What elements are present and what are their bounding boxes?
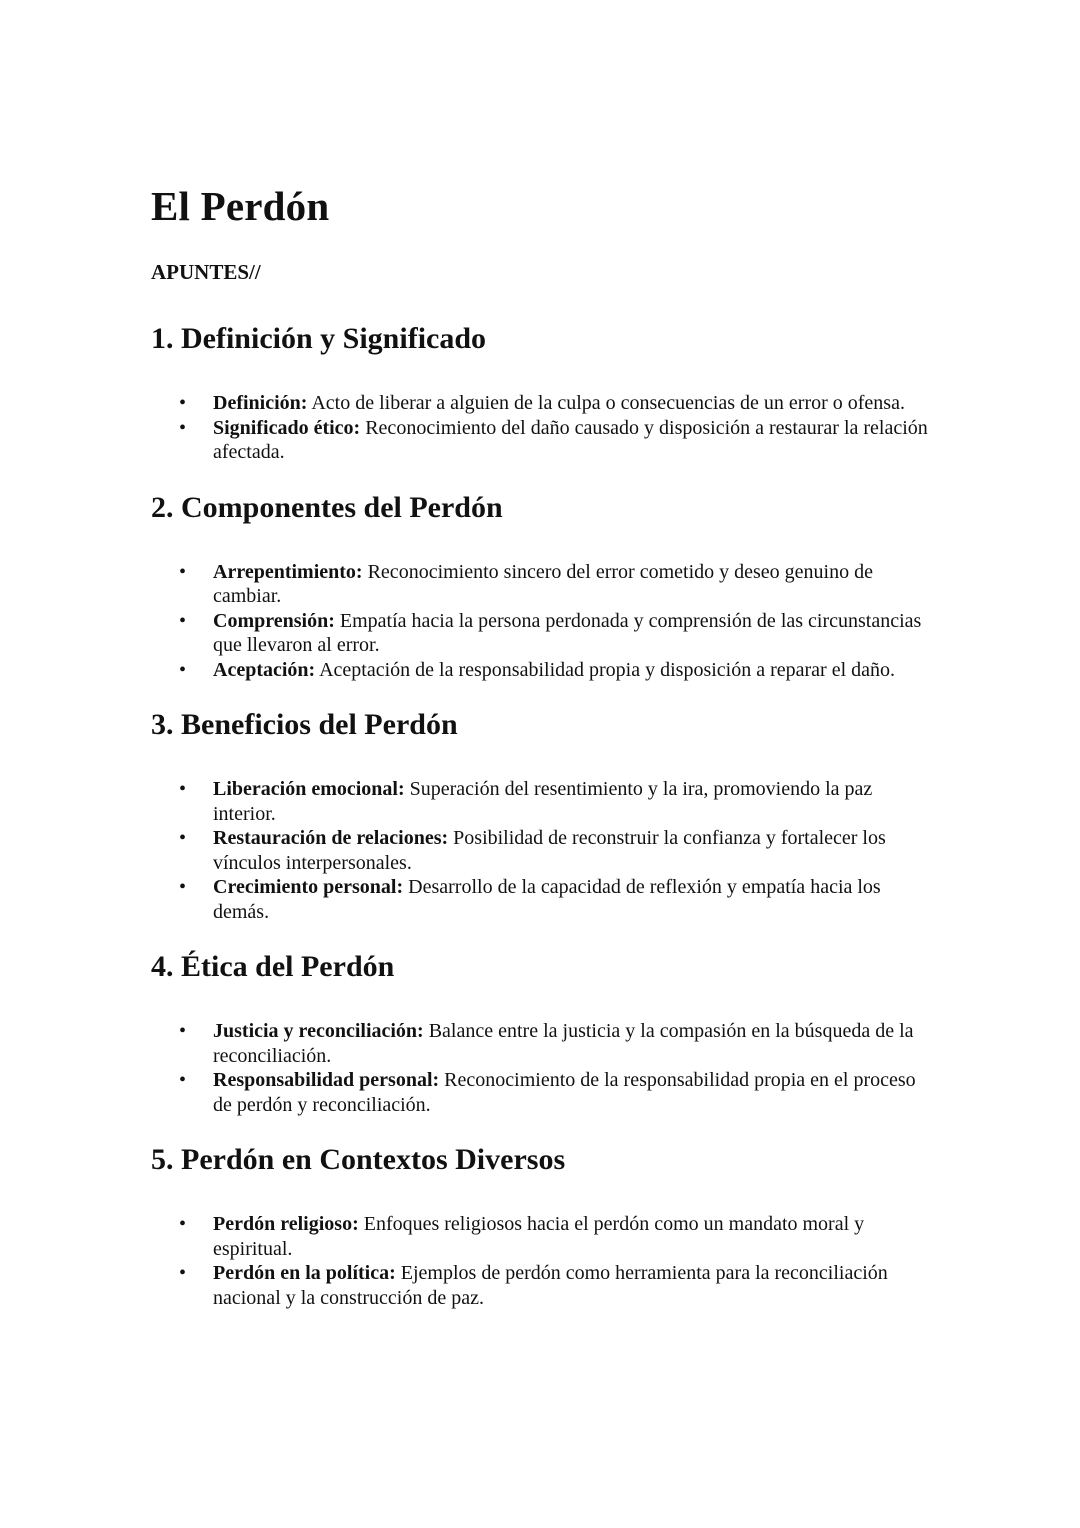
item-term: Definición: — [213, 392, 308, 414]
item-text: Reconocimiento sincero del error cometido y deseo genuino de cambiar. — [213, 560, 873, 607]
item-text: Aceptación de la responsabilidad propia y disposición a reparar el daño. — [319, 658, 896, 681]
section-heading: 5. Perdón en Contextos Diversos — [151, 1143, 566, 1176]
bullet-list — [151, 1019, 951, 1117]
bullet-icon: • — [179, 1262, 187, 1284]
list-item — [151, 391, 933, 416]
section-heading: 4. Ética del Perdón — [151, 950, 395, 983]
document-page — [151, 183, 951, 1338]
section-definicion — [151, 324, 951, 465]
section-heading: 3. Beneficios del Perdón — [151, 708, 458, 741]
section-heading: 1. Definición y Significado — [151, 322, 487, 355]
bullet-icon: • — [179, 609, 187, 632]
section-componentes — [151, 490, 951, 683]
list-item — [151, 875, 933, 924]
list-item — [151, 609, 933, 658]
bullet-icon: • — [179, 1020, 187, 1042]
item-text: Reconocimiento del daño causado y disposición a restaurar la relación afectada. — [213, 416, 928, 463]
item-text: Superación del resentimiento y la ira, promoviendo la paz interior. — [213, 778, 873, 825]
list-item — [151, 826, 933, 875]
list-item — [151, 1261, 933, 1310]
item-text: Enfoques religiosos hacia el perdón como un mandato moral y espiritual. — [213, 1213, 865, 1260]
item-text: Reconocimiento de la responsabilidad propia en el proceso de perdón y reconciliación. — [213, 1069, 916, 1116]
item-term: Perdón en la política: — [213, 1262, 396, 1284]
bullet-icon: • — [179, 416, 187, 439]
list-item — [151, 560, 933, 609]
bullet-icon: • — [179, 876, 187, 898]
section-beneficios — [151, 710, 951, 924]
item-term: Liberación emocional: — [213, 778, 405, 800]
section-etica — [151, 952, 951, 1117]
bullet-list — [151, 391, 951, 465]
item-term: Arrepentimiento: — [213, 560, 363, 583]
item-text: Ejemplos de perdón como herramienta para la reconciliación nacional y la construcción de paz. — [213, 1262, 888, 1309]
list-item — [151, 777, 933, 826]
bullet-icon: • — [179, 658, 187, 681]
bullet-icon: • — [179, 560, 187, 583]
item-text: Empatía hacia la persona perdonada y comprensión de las circunstancias que llevaron al error. — [213, 609, 922, 656]
bullet-list — [151, 1212, 951, 1310]
list-item — [151, 1068, 933, 1117]
list-item — [151, 658, 933, 683]
item-term: Aceptación: — [213, 658, 316, 681]
item-term: Significado ético: — [213, 416, 361, 439]
item-term: Justicia y reconciliación: — [213, 1020, 424, 1042]
item-text: Desarrollo de la capacidad de reflexión y empatía hacia los demás. — [213, 876, 881, 923]
bullet-icon: • — [179, 827, 187, 849]
item-term: Perdón religioso: — [213, 1213, 359, 1235]
section-heading: 2. Componentes del Perdón — [151, 490, 503, 524]
bullet-icon: • — [179, 392, 187, 414]
item-text: Acto de liberar a alguien de la culpa o consecuencias de un error o ofensa. — [311, 392, 905, 414]
bullet-icon: • — [179, 1069, 187, 1091]
item-term: Restauración de relaciones: — [213, 827, 449, 849]
item-term: Comprensión: — [213, 609, 335, 632]
item-term: Responsabilidad personal: — [213, 1069, 440, 1091]
section-contextos — [151, 1145, 951, 1310]
list-item — [151, 1212, 933, 1261]
bullet-icon: • — [179, 778, 187, 800]
bullet-icon: • — [179, 1213, 187, 1235]
list-item — [151, 416, 933, 465]
page-title: El Perdón — [151, 183, 330, 229]
bullet-list — [151, 777, 951, 924]
bullet-list — [151, 560, 951, 683]
item-text: Balance entre la justicia y la compasión en la búsqueda de la reconciliación. — [213, 1020, 914, 1067]
item-text: Posibilidad de reconstruir la confianza y fortalecer los vínculos interpersonales. — [213, 827, 886, 874]
document-subtitle: APUNTES// — [151, 260, 261, 284]
item-term: Crecimiento personal: — [213, 876, 404, 898]
list-item — [151, 1019, 933, 1068]
